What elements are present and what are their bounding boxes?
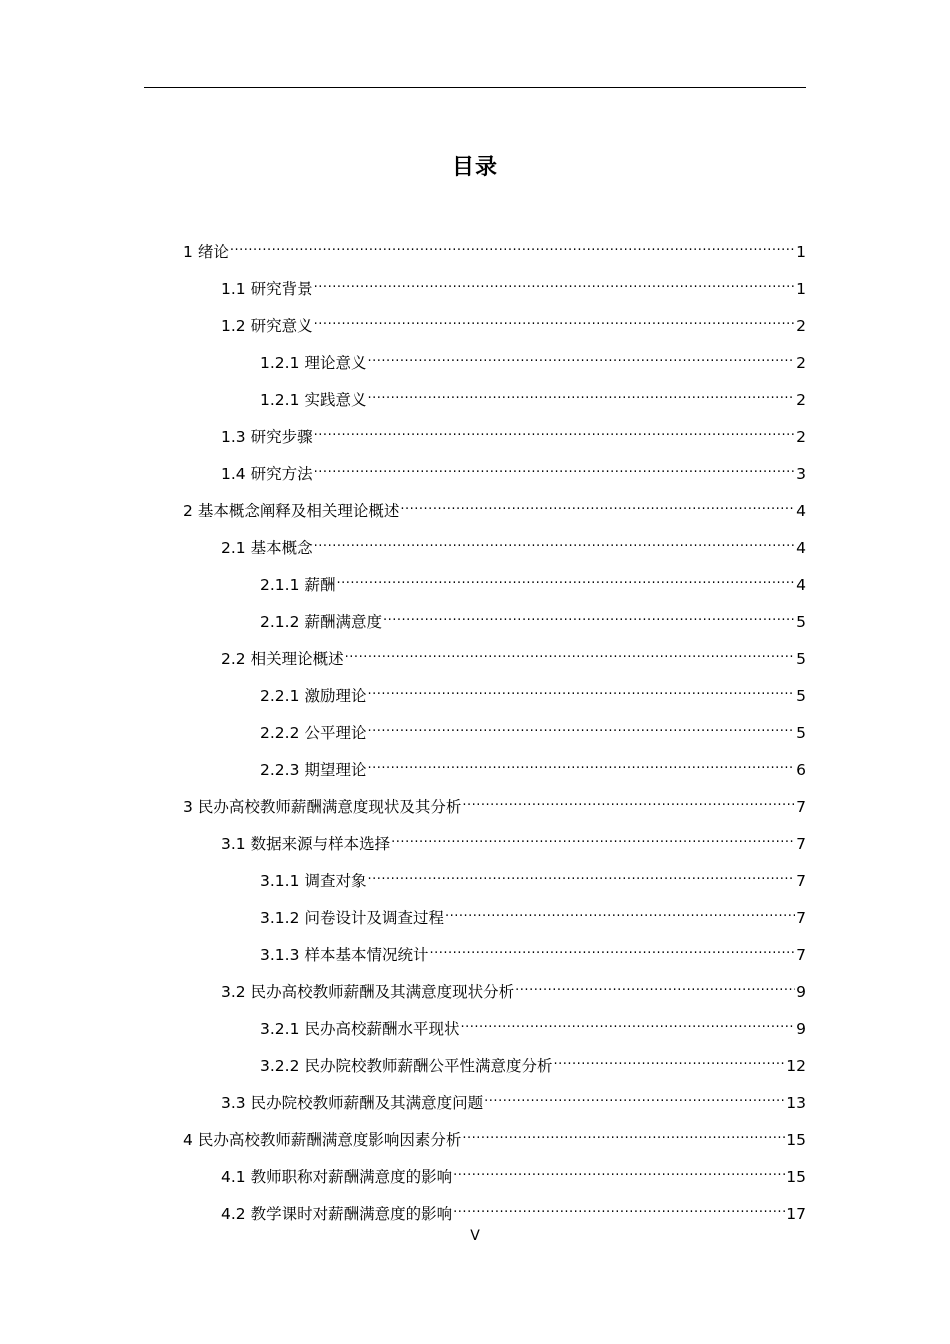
toc-dot-leader (553, 1041, 785, 1071)
toc-entry-number: 4.1 (221, 1168, 246, 1186)
toc-entry-number: 1.4 (221, 465, 246, 483)
toc-entry-number: 2.2.1 (260, 687, 300, 705)
toc-entry-page: 12 (786, 1057, 806, 1075)
toc-entry-page: 5 (796, 687, 806, 705)
toc-entry[interactable] (183, 1152, 806, 1189)
toc-entry-title: 民办高校薪酬水平现状 (304, 1020, 460, 1038)
toc-dot-leader (367, 856, 795, 886)
toc-dot-leader (345, 634, 795, 664)
toc-entry-title: 薪酬满意度 (304, 613, 382, 631)
toc-entry[interactable] (183, 745, 806, 782)
page-number-footer: V (470, 1228, 480, 1244)
toc-dot-leader (453, 1152, 785, 1182)
toc-entry[interactable] (183, 301, 806, 338)
toc-entry-page: 7 (796, 872, 806, 890)
toc-dot-leader (367, 708, 795, 738)
toc-entry-page: 6 (796, 761, 806, 779)
toc-entry[interactable] (183, 1115, 806, 1152)
toc-entry-page: 4 (796, 576, 806, 594)
toc-entry-title: 实践意义 (304, 391, 367, 409)
toc-entry[interactable] (183, 1189, 806, 1226)
toc-entry-number: 1 (183, 243, 193, 261)
toc-entry-title: 期望理论 (304, 761, 367, 779)
header-rule (144, 87, 806, 88)
toc-entry-page: 5 (796, 650, 806, 668)
toc-entry-title: 研究方法 (250, 465, 313, 483)
toc-entry-page: 7 (796, 909, 806, 927)
toc-dot-leader (515, 967, 795, 997)
toc-dot-leader (314, 301, 795, 331)
toc-entry[interactable] (183, 930, 806, 967)
toc-dot-leader (445, 893, 795, 923)
toc-entry-title: 民办高校教师薪酬及其满意度现状分析 (250, 983, 515, 1001)
toc-entry-title: 绪论 (197, 243, 229, 261)
toc-entry-title: 民办高校教师薪酬满意度现状及其分析 (197, 798, 462, 816)
toc-entry-page: 7 (796, 798, 806, 816)
toc-entry-number: 3.2 (221, 983, 246, 1001)
toc-dot-leader (314, 523, 795, 553)
toc-entry-page: 5 (796, 613, 806, 631)
toc-entry-number: 3.3 (221, 1094, 246, 1112)
toc-entry-page: 3 (796, 465, 806, 483)
toc-entry-title: 调查对象 (304, 872, 367, 890)
toc-entry[interactable] (183, 412, 806, 449)
toc-entry-number: 3.1.2 (260, 909, 300, 927)
toc-entry-number: 4.2 (221, 1205, 246, 1223)
toc-entry-number: 3.2.2 (260, 1057, 300, 1075)
toc-entry-page: 15 (786, 1131, 806, 1149)
toc-entry[interactable] (183, 1078, 806, 1115)
toc-dot-leader (336, 560, 795, 590)
toc-entry-title: 民办院校教师薪酬公平性满意度分析 (304, 1057, 553, 1075)
toc-entry-title: 民办院校教师薪酬及其满意度问题 (250, 1094, 484, 1112)
toc-entry-page: 5 (796, 724, 806, 742)
toc-entry[interactable] (183, 523, 806, 560)
toc-entry-number: 2.2 (221, 650, 246, 668)
toc-entry[interactable] (183, 597, 806, 634)
toc-dot-leader (367, 375, 795, 405)
toc-dot-leader (230, 227, 795, 257)
toc-entry-page: 13 (786, 1094, 806, 1112)
toc-entry-title: 薪酬 (304, 576, 336, 594)
toc-entry[interactable] (183, 708, 806, 745)
toc-entry[interactable] (183, 449, 806, 486)
toc-dot-leader (383, 597, 795, 627)
toc-entry[interactable] (183, 1041, 806, 1078)
toc-entry-number: 1.3 (221, 428, 246, 446)
toc-dot-leader (400, 486, 795, 516)
toc-entry-page: 9 (796, 983, 806, 1001)
toc-entry[interactable] (183, 227, 806, 264)
toc-entry[interactable] (183, 560, 806, 597)
toc-dot-leader (453, 1189, 785, 1219)
toc-entry[interactable] (183, 671, 806, 708)
toc-entry-page: 1 (796, 280, 806, 298)
toc-entry-page: 15 (786, 1168, 806, 1186)
toc-entry-title: 研究背景 (250, 280, 313, 298)
toc-entry-page: 9 (796, 1020, 806, 1038)
toc-entry-number: 3.1 (221, 835, 246, 853)
toc-entry-number: 1.1 (221, 280, 246, 298)
toc-entry[interactable] (183, 634, 806, 671)
toc-entry-title: 公平理论 (304, 724, 367, 742)
toc-entry-page: 17 (786, 1205, 806, 1223)
toc-entry-number: 3.1.3 (260, 946, 300, 964)
toc-entry[interactable] (183, 1004, 806, 1041)
toc-dot-leader (429, 930, 795, 960)
toc-dot-leader (367, 338, 795, 368)
toc-entry-number: 1.2.1 (260, 391, 300, 409)
toc-entry-page: 4 (796, 502, 806, 520)
toc-entry-title: 问卷设计及调查过程 (304, 909, 444, 927)
toc-entry-page: 1 (796, 243, 806, 261)
toc-entry[interactable] (183, 856, 806, 893)
toc-entry[interactable] (183, 893, 806, 930)
toc-entry-title: 教学课时对薪酬满意度的影响 (250, 1205, 453, 1223)
toc-dot-leader (367, 671, 795, 701)
toc-entry-page: 2 (796, 317, 806, 335)
toc-entry-number: 2.1.2 (260, 613, 300, 631)
toc-entry[interactable] (183, 264, 806, 301)
toc-entry-number: 1.2 (221, 317, 246, 335)
toc-entry-page: 2 (796, 354, 806, 372)
toc-entry-title: 相关理论概述 (250, 650, 344, 668)
toc-entry-title: 研究意义 (250, 317, 313, 335)
toc-entry-number: 3 (183, 798, 193, 816)
toc-entry-number: 2 (183, 502, 193, 520)
toc-entry-title: 理论意义 (304, 354, 367, 372)
toc-dot-leader (314, 449, 795, 479)
toc-dot-leader (484, 1078, 785, 1108)
toc-entry-title: 民办高校教师薪酬满意度影响因素分析 (197, 1131, 462, 1149)
toc-entry-title: 研究步骤 (250, 428, 313, 446)
toc-entry[interactable] (183, 486, 806, 523)
toc-dot-leader (391, 819, 795, 849)
toc-entry-page: 2 (796, 428, 806, 446)
toc-entry-page: 7 (796, 835, 806, 853)
toc-dot-leader (314, 412, 795, 442)
toc-entry-title: 激励理论 (304, 687, 367, 705)
toc-entry-number: 2.1.1 (260, 576, 300, 594)
toc-entry[interactable] (183, 338, 806, 375)
toc-entry-number: 2.1 (221, 539, 246, 557)
toc-dot-leader (462, 1115, 785, 1145)
toc-dot-leader (460, 1004, 795, 1034)
toc-entry-title: 教师职称对薪酬满意度的影响 (250, 1168, 453, 1186)
toc-entry-number: 3.2.1 (260, 1020, 300, 1038)
toc-entry-number: 2.2.2 (260, 724, 300, 742)
toc-dot-leader (462, 782, 795, 812)
toc-dot-leader (314, 264, 795, 294)
toc-entry-title: 基本概念阐释及相关理论概述 (197, 502, 400, 520)
toc-entry-page: 7 (796, 946, 806, 964)
toc-title: 目录 (451, 155, 498, 180)
toc-entry-number: 3.1.1 (260, 872, 300, 890)
toc-entry-number: 2.2.3 (260, 761, 300, 779)
toc-entry-title: 数据来源与样本选择 (250, 835, 391, 853)
toc-entry-page: 4 (796, 539, 806, 557)
toc-entry[interactable] (183, 967, 806, 1004)
toc-entry-number: 4 (183, 1131, 193, 1149)
toc-entry[interactable] (183, 375, 806, 412)
toc-dot-leader (367, 745, 795, 775)
toc-list (183, 227, 806, 1226)
toc-entry-title: 基本概念 (250, 539, 313, 557)
toc-entry[interactable] (183, 819, 806, 856)
toc-entry-page: 2 (796, 391, 806, 409)
toc-entry-number: 1.2.1 (260, 354, 300, 372)
toc-entry[interactable] (183, 782, 806, 819)
toc-entry-title: 样本基本情况统计 (304, 946, 429, 964)
